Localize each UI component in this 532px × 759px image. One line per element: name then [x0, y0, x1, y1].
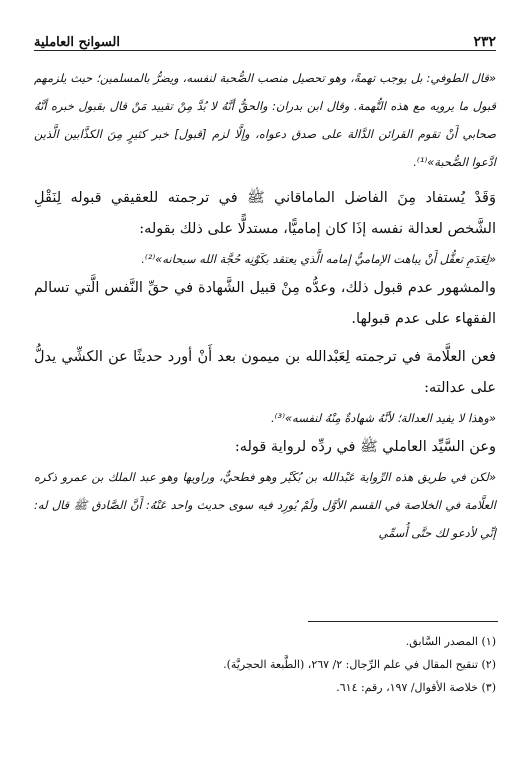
- quote-block: «لكن في طريق هذه الرِّواية عَبْدالله بن بُكَيْر وهو فطحيٌّ، وراويها وهو عبد الملك بن عمرو ذكره العلَّامة في الخلاصة في القسم الأوَّل ولَمْ يُورِد فيه سوى حديث واحد عَنْهُ: أَنَّ الصَّادق ﷺ قال له: إنِّي لأدعو لك حتَّى أُسمِّي: [34, 470, 496, 540]
- footnote: (٣) خلاصة الأقوال/ ١٩٧، رقم: ٦١٤.: [336, 681, 496, 694]
- running-title: السوانح العاملية: [34, 35, 120, 50]
- page-header: [34, 28, 496, 51]
- footnote: (١) المصدر السَّابق.: [405, 635, 496, 648]
- footnotes-divider: [308, 621, 498, 622]
- paragraph: وعن السَّيِّد العاملي ﷺ في ردِّه لرواية قوله:: [234, 439, 496, 455]
- paragraph: فعن العلَّامة في ترجمته لِعَبْدالله بن ميمون بعد أَنْ أورد حديثًا عن الكشِّي يدلُّ على عدالته:: [34, 349, 496, 396]
- page-number: ٢٣٢: [473, 34, 496, 50]
- quote-block: «قال الطوفي: بل يوجب تهمةً، وهو تحصيل منصب الصُّحبة لنفسه، ويضرُّ بالمسلمين؛ حيث يلزمهم قبول ما يرويه مع هذه التُّهمة. وقال ابن بدران: والحقُّ أنَّهُ لا بُدَّ مِنْ تقييد مَنْ قال بقبول خبره أنَّهُ صحابي أَنْ تقوم القرائن الدَّالة على صدق دعواه، وإلَّا لزم [قبول] خبر كثيرٍ مِنَ الكذَّابين الَّذين ادَّعوا الصُّحبة»⁽¹⁾.: [34, 71, 496, 169]
- quote-block: «لِعَدَمِ تعقُّل أَنْ يباهت الإماميُّ إمامه الَّذي يعتقد بكَوْنِه حُجَّة الله سبحانه»⁽²⁾.: [141, 252, 496, 266]
- paragraph: وَقَدْ يُستفاد مِنَ الفاضل الماماقاني ﷺ في ترجمته للعقيقي قبوله لِنَقْلِ الشَّخص لعدالة نفسه إذَا كان إماميًّا، مستدلًّا على ذلك بقوله:: [34, 190, 496, 237]
- footnote: (٢) تنقيح المقال في علم الرِّجال: ٢/ ٢٦٧، (الطَّبعة الحجريَّة).: [223, 658, 496, 671]
- footnotes: [34, 630, 496, 699]
- quote-block: «وهذا لا يفيد العدالة؛ لأنَّهُ شهادةٌ مِنْهُ لنفسه»⁽³⁾.: [271, 411, 496, 425]
- page-body: [34, 64, 496, 547]
- paragraph: والمشهور عدم قبول ذلك، وعدُّه مِنْ قبيل الشَّهادة في حقِّ النَّفس الَّتي تسالم الفقهاء على عدم قبولها.: [34, 280, 496, 327]
